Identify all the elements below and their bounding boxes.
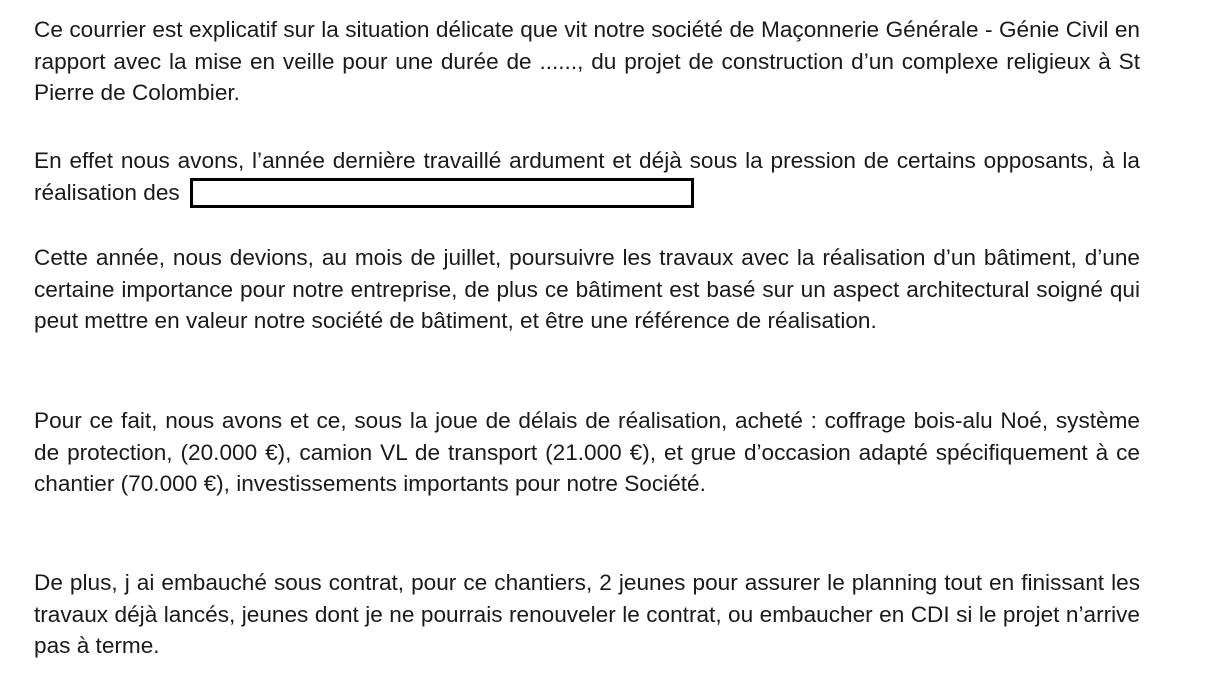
redaction-box: [190, 178, 694, 208]
paragraph-investments-text: Pour ce fait, nous avons et ce, sous la joue de délais de réalisation, acheté : coffrage bois-alu Noé, système de protection, (20.000 €), camion VL de transport (21.000 €), et grue d’occasion adapté spécifiquement à ce chantier (70.000 €), investissements importants pour notre Société.: [34, 408, 1140, 496]
paragraph-last-year-work-text: En effet nous avons, l’année dernière travaillé ardument et déjà sous la pression de certains opposants, à la réalisation des: [34, 148, 1140, 205]
paragraph-situation-text: Ce courrier est explicatif sur la situation délicate que vit notre société de Maçonnerie Générale - Génie Civil en rapport avec la mise en veille pour une durée de ......, du projet de construction d’un complexe religieux à St Pierre de Colombier.: [34, 17, 1140, 105]
paragraph-this-year-plans: [34, 242, 1140, 337]
paragraph-investments: [34, 405, 1140, 500]
paragraph-last-year-work: [34, 145, 1140, 208]
paragraph-this-year-plans-text: Cette année, nous devions, au mois de juillet, poursuivre les travaux avec la réalisation d’un bâtiment, d’une certaine importance pour notre entreprise, de plus ce bâtiment est basé sur un aspect architectural soigné qui peut mettre en valeur notre société de bâtiment, et être une référence de réalisation.: [34, 245, 1140, 333]
paragraph-situation: [34, 14, 1140, 109]
paragraph-hiring: [34, 567, 1140, 662]
paragraph-hiring-text: De plus, j ai embauché sous contrat, pour ce chantiers, 2 jeunes pour assurer le planning tout en finissant les travaux déjà lancés, jeunes dont je ne pourrais renouveler le contrat, ou embaucher en CDI si le projet n’arrive pas à terme.: [34, 570, 1140, 658]
